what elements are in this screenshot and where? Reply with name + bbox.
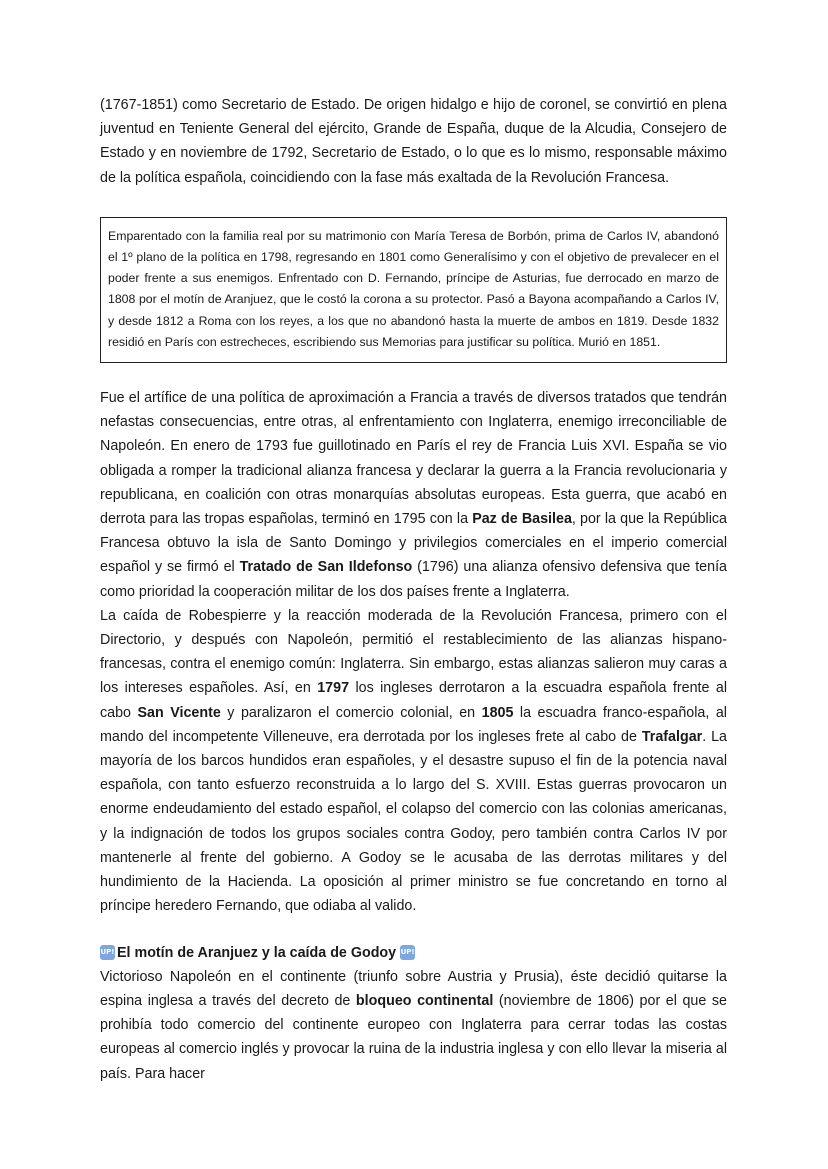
biography-text: Emparentado con la familia real por su matrimonio con María Teresa de Borbón, prima de Carlos IV, abandonó el 1º plano de la política en 1798, regresando en 1801 como Generalísimo y con el objetivo de prevalecer en el poder frente a sus enemigos. Enfrentado con D. Fernando, príncipe de Asturias, fue derrocado en marzo de 1808 por el motín de Aranjuez, que le costó la corona a su protector. Pasó a Bayona acompañando a Carlos IV, y desde 1812 a Roma con los reyes, a los que no abandonó hasta la muerte de ambos en 1819. Desde 1832 residió en París con estrecheces, escribiendo sus Memorias para justificar su política. Murió en 1851. <box>108 228 719 349</box>
bold-1805: 1805 <box>481 704 514 721</box>
document-page <box>100 93 727 1086</box>
intro-paragraph: (1767-1851) como Secretario de Estado. De origen hidalgo e hijo de coronel, se convirtió en plena juventud en Teniente General del ejército, Grande de España, duque de la Alcudia, Consejero de Estado y en noviembre de 1792, Secretario de Estado, o lo que es lo mismo, responsable máximo de la política española, coincidiendo con la fase más exaltada de la Revolución Francesa. <box>100 97 727 186</box>
paragraph-anglo-wars: La caída de Robespierre y la reacción moderada de la Revolución Francesa, primero con el Directorio, y después con Napoleón, permitió el restablecimiento de las alianzas hispano-francesas, contra el enemigo común: Inglaterra. Sin embargo, estas alianzas salieron muy caras a los intereses españoles. Así, en 1797 los ingleses derrotaron a la escuadra española frente al cabo San Vicente y paralizaron el comercio colonial, en 1805 la escuadra franco-española, al mando del incompetente Villeneuve, era derrotada por los ingleses frete al cabo de Trafalgar. La mayoría de los barcos hundidos eran españoles, y el desastre supuso el fin de la potencia naval española, con tanto esfuerzo reconstruida a lo largo del S. XVIII. Estas guerras provocaron un enorme endeudamiento del estado español, el colapso del comercio con las colonias americanas, y la indignación de todos los grupos sociales contra Godoy, pero también contra Carlos IV por mantenerle al frente del gobierno. A Godoy se le acusaba de las derrotas militares y del hundimiento de la Hacienda. La oposición al primer ministro se fue concretando en torno al príncipe heredero Fernando, que odiaba al valido. <box>100 607 727 915</box>
bold-paz-de-basilea: Paz de Basilea <box>472 511 572 528</box>
bold-trafalgar: Trafalgar <box>641 728 703 745</box>
bold-san-vicente: San Vicente <box>137 704 221 721</box>
biography-box <box>100 217 727 363</box>
section-title-text: El motín de Aranjuez y la caída de Godoy <box>117 944 397 961</box>
bold-tratado-san-ildefonso: Tratado de San Ildefonso <box>239 559 413 576</box>
bold-1797: 1797 <box>317 680 350 697</box>
section-heading <box>100 941 727 965</box>
bold-bloqueo-continental: bloqueo continental <box>355 992 494 1009</box>
up-icon[interactable]: UP! <box>100 945 115 960</box>
paragraph-continental-blockade: Victorioso Napoleón en el continente (triunfo sobre Austria y Prusia), éste decidió quitarse la espina inglesa a través del decreto de bloqueo continental (noviembre de 1806) por el que se prohibía todo comercio del continente europeo con Inglaterra para cerrar todas las costas europeas al comercio inglés y provocar la ruina de la industria inglesa y con ello llevar la miseria al país. Para hacer <box>100 968 727 1082</box>
up-icon[interactable]: UP! <box>400 945 415 960</box>
paragraph-alliance-france: Fue el artífice de una política de aproximación a Francia a través de diversos tratados que tendrán nefastas consecuencias, entre otras, al enfrentamiento con Inglaterra, enemigo irreconciliable de Napoleón. En enero de 1793 fue guillotinado en París el rey de Francia Luis XVI. España se vio obligada a romper la tradicional alianza francesa y declarar la guerra a la Francia revolucionaria y republicana, en coalición con otras monarquías absolutas europeas. Esta guerra, que acabó en derrota para las tropas españolas, terminó en 1795 con la Paz de Basilea, por la que la República Francesa obtuvo la isla de Santo Domingo y privilegios comerciales en el imperio comercial español y se firmó el Tratado de San Ildefonso (1796) una alianza ofensivo defensiva que tenía como prioridad la cooperación militar de los dos países frente a Inglaterra. <box>100 390 728 600</box>
